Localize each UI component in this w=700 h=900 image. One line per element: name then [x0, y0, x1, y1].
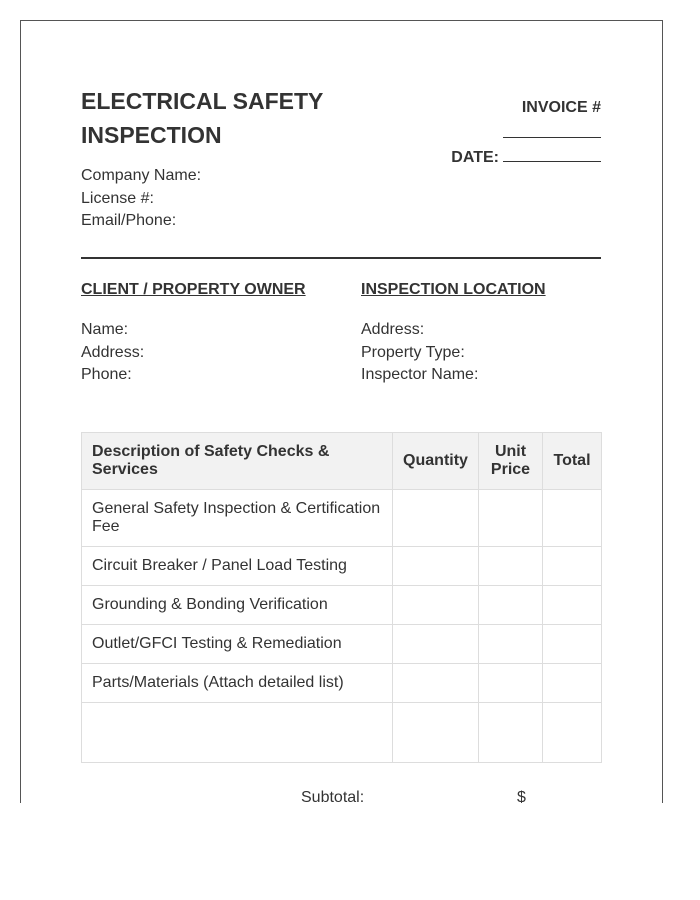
row-description: General Safety Inspection & Certification Fee	[82, 490, 393, 547]
location-heading: INSPECTION LOCATION	[361, 281, 546, 298]
row-quantity-cell[interactable]	[393, 490, 479, 547]
row-description[interactable]	[82, 703, 393, 763]
description-column-header: Description of Safety Checks & Services	[82, 433, 393, 490]
row-unit-price-cell[interactable]	[479, 547, 543, 586]
invoice-number-field[interactable]	[503, 123, 601, 138]
property-type-label: Property Type:	[361, 343, 465, 361]
table-row	[82, 703, 602, 763]
company-info	[81, 165, 201, 233]
row-quantity-cell[interactable]	[393, 547, 479, 586]
client-fields	[81, 319, 144, 387]
row-quantity-cell[interactable]	[393, 664, 479, 703]
date-label: DATE:	[451, 149, 499, 166]
row-quantity-cell[interactable]	[393, 625, 479, 664]
table-header-row	[82, 433, 602, 490]
subtotal-value: $	[517, 789, 526, 803]
row-total-cell[interactable]	[543, 547, 602, 586]
services-table	[81, 432, 602, 763]
table-row	[82, 664, 602, 703]
document-title: ELECTRICAL SAFETY INSPECTION	[81, 88, 323, 148]
client-heading: CLIENT / PROPERTY OWNER	[81, 281, 306, 298]
email-phone-label: Email/Phone:	[81, 212, 177, 229]
date-field[interactable]	[503, 147, 601, 162]
row-total-cell[interactable]	[543, 586, 602, 625]
invoice-page	[20, 20, 663, 803]
header-divider	[81, 257, 601, 259]
row-unit-price-cell[interactable]	[479, 490, 543, 547]
row-total-cell[interactable]	[543, 625, 602, 664]
unit-price-column-header: Unit Price	[479, 433, 543, 490]
table-row	[82, 586, 602, 625]
row-quantity-cell[interactable]	[393, 703, 479, 763]
row-description: Outlet/GFCI Testing & Remediation	[82, 625, 393, 664]
license-label: License #:	[81, 189, 154, 207]
row-unit-price-cell[interactable]	[479, 703, 543, 763]
subtotal-label: Subtotal:	[301, 789, 365, 803]
row-total-cell[interactable]	[543, 664, 602, 703]
page-content	[81, 21, 601, 803]
quantity-column-header: Quantity	[393, 433, 479, 490]
company-name-label: Company Name:	[81, 167, 202, 184]
client-phone-label: Phone:	[81, 366, 132, 383]
client-address-label: Address:	[81, 343, 145, 361]
row-quantity-cell[interactable]	[393, 586, 479, 625]
row-unit-price-cell[interactable]	[479, 586, 543, 625]
table-row	[82, 490, 602, 547]
row-description: Grounding & Bonding Verification	[82, 586, 393, 625]
row-unit-price-cell[interactable]	[479, 664, 543, 703]
location-address-label: Address:	[361, 321, 425, 338]
row-description: Circuit Breaker / Panel Load Testing	[82, 547, 393, 586]
total-column-header: Total	[543, 433, 602, 490]
row-description: Parts/Materials (Attach detailed list)	[82, 664, 393, 703]
location-fields	[361, 319, 478, 387]
row-unit-price-cell[interactable]	[479, 625, 543, 664]
table-row	[82, 547, 602, 586]
invoice-meta	[451, 97, 601, 167]
row-total-cell[interactable]	[543, 490, 602, 547]
inspector-name-label: Inspector Name:	[361, 366, 479, 383]
client-name-label: Name:	[81, 321, 129, 338]
invoice-number-label: INVOICE #	[521, 99, 601, 116]
row-total-cell[interactable]	[543, 703, 602, 763]
table-row	[82, 625, 602, 664]
